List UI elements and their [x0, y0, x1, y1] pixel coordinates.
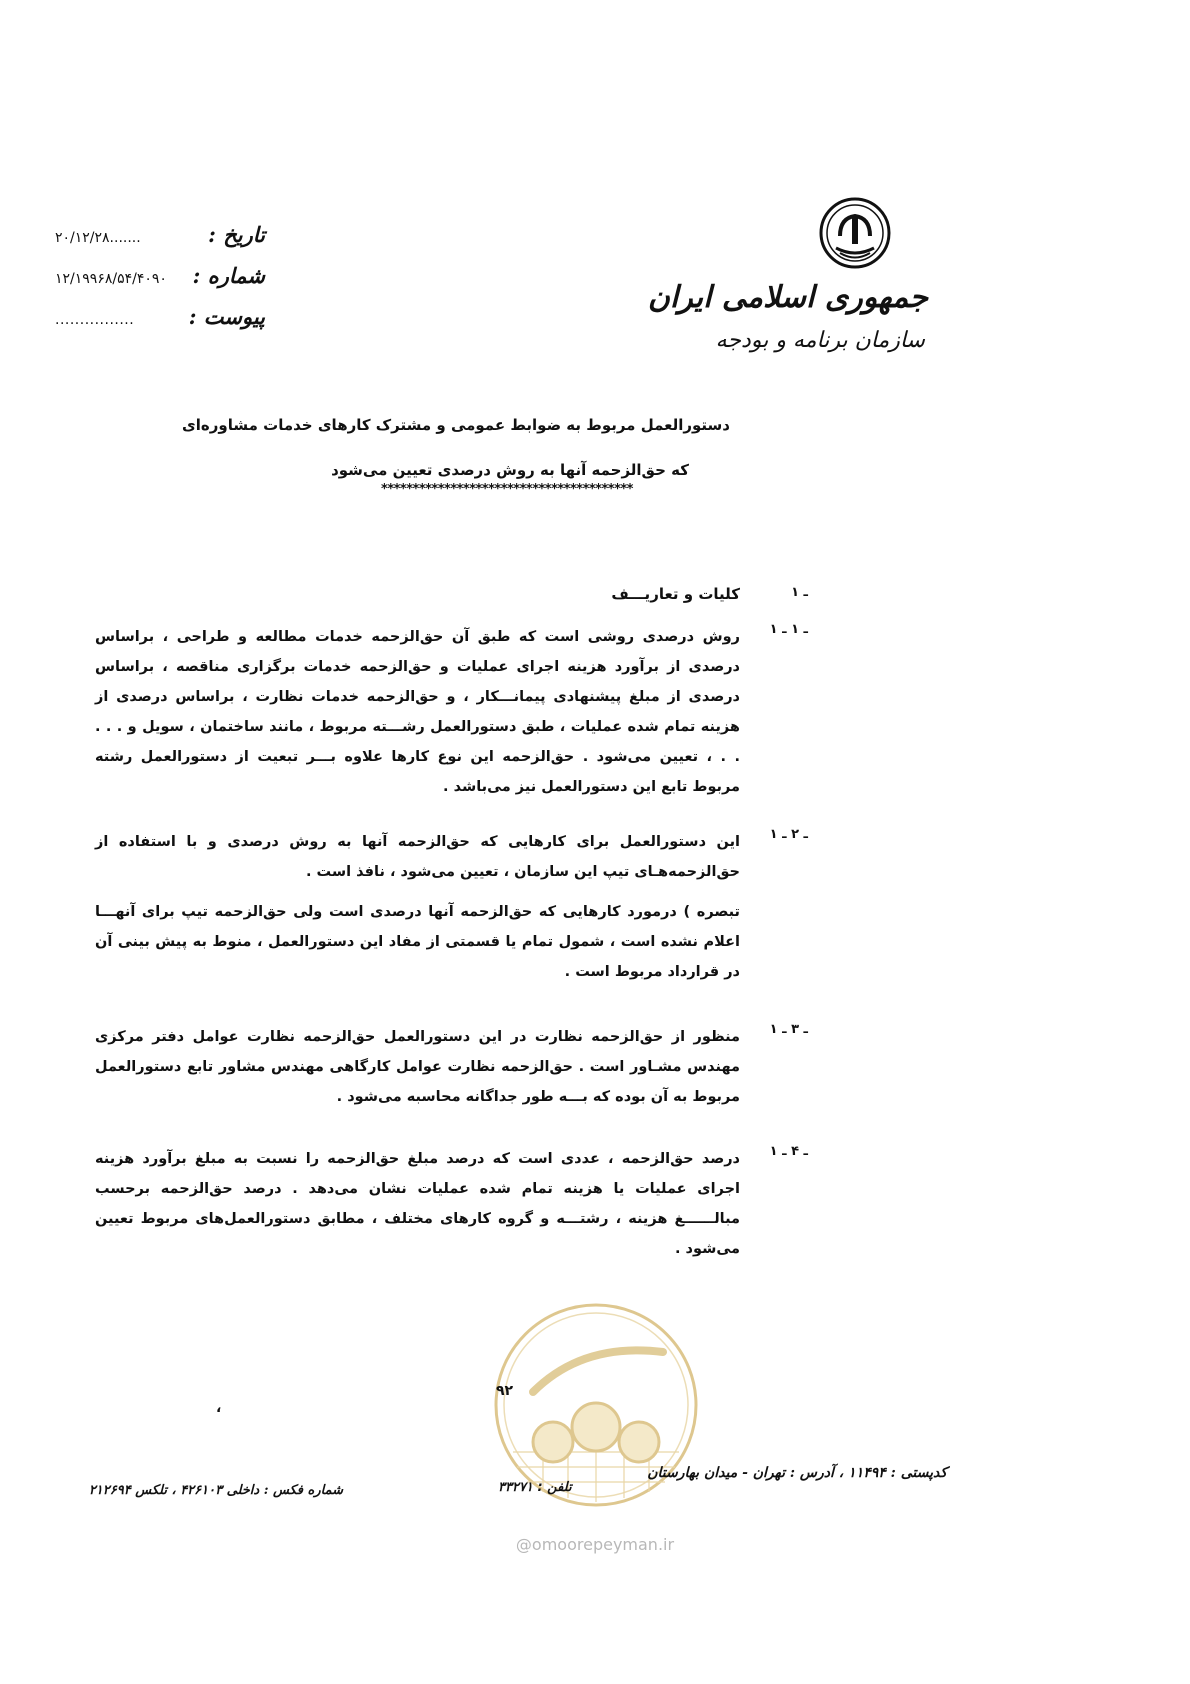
paragraph-text: منظور از حق‌الزحمه نظارت در این دستورالعمل حق‌الزحمه نظارت عوامل دفتر مرکزی مهندس مشـاور است . حق‌الزحمه نظارت عوامل کارگاهی مهندس مشاور تابع دستورالعمل مربوط به آن بوده که بـــه طور جداگانه محاسبه می‌شود . [95, 1029, 740, 1105]
paragraph-text: روش درصدی روشی است که طبق آن حق‌الزحمه خدمات مطالعه و طراحی ، براساس درصدی از برآورد هزینه اجرای عملیات و حق‌الزحمه خدمات برگزاری مناقصه ، براساس درصدی از مبلغ پیشنهادی پیمانـــکار ، و حق‌الزحمه خدمات نظارت ، براساس درصدی از هزینه تمام شده عملیات ، طبق دستورالعمل رشـــته مربوط ، مانند ساختمان ، سویل و . . . . . ، تعیین می‌شود . حق‌الزحمه این نوع کارها علاوه بـــر تبعیت از دستورالعمل رشته مربوط تابع این دستورالعمل نیز می‌باشد . [95, 629, 740, 795]
document-title-line-2: که حق‌الزحمه آنها به روش درصدی تعیین می‌شود [331, 461, 689, 479]
attachment-value: ................ [55, 312, 135, 328]
date-label: تاریخ : [208, 222, 265, 247]
section-heading: کلیات و تعاریـــف [611, 585, 740, 603]
note-text: درمورد کارهایی که حق‌الزحمه آنها درصدی است ولی حق‌الزحمه تیپ برای آنهـــا اعلام نشده است ، شمول تمام یا قسمتی از مفاد این دستورالعمل ، منوط به پیش بینی آن در قرارداد مربوط است . [95, 904, 740, 980]
watermark-site: @omoorepeyman.ir [515, 1535, 675, 1554]
paragraph-number: ۱ ـ ۱ ـ [769, 622, 808, 637]
number-value: ۱۲/۱۹۹۶۸/۵۴/۴۰۹۰ [55, 271, 167, 287]
number-label: شماره : [192, 263, 265, 288]
paragraph-number: ۱ ـ ۳ ـ [769, 1022, 808, 1037]
attachment-label: پیوست : [188, 304, 265, 329]
number-row [55, 263, 265, 288]
date-value: ۲۰/۱۲/۲۸....... [55, 230, 141, 246]
footer-phone: تلفن : ۳۳۲۷۱ [498, 1480, 572, 1495]
brand-line-country: جمهوری اسلامی ایران [647, 280, 928, 315]
side-mark: ، [216, 1400, 222, 1416]
iran-emblem-icon [818, 196, 892, 270]
paragraph-number: ۱ ـ ۲ ـ [769, 827, 808, 842]
document-title-line-1: دستورالعمل مربوط به ضوابط عمومی و مشترک کارهای خدمات مشاوره‌ای [182, 416, 730, 434]
footer-postal-address: کدپستی : ۱۱۴۹۴ ، آدرس : تهران - میدان بهارستان [647, 1465, 947, 1481]
brand-line-organization: سازمان برنامه و بودجه [715, 328, 925, 353]
paragraph-text: این دستورالعمل برای کارهایی که حق‌الزحمه آنها به روش درصدی و با استفاده از حق‌الزحمه‌هـای تیپ این سازمان ، تعیین می‌شود ، نافذ است . [95, 834, 740, 880]
note-paragraph [95, 897, 740, 987]
attachment-row [55, 304, 265, 329]
page-number: ۹۲ [496, 1383, 514, 1399]
paragraph-number: ۱ ـ ۴ ـ [769, 1144, 808, 1159]
paragraph-text: درصد حق‌الزحمه ، عددی است که درصد مبلغ حق‌الزحمه را نسبت به مبلغ برآورد هزینه اجرای عملیات یا هزینه تمام شده عملیات نشان می‌دهد . درصد حق‌الزحمه برحسب مبالــــــغ هزینه ، رشتـــه و گروه کارهای مختلف ، مطابق دستورالعمل‌های مربوط تعیین می‌شود . [95, 1151, 740, 1257]
note-label: تبصره ) [683, 904, 740, 920]
footer-fax-telex: شماره فکس : داخلی ۴۲۶۱۰۳ ، تلکس ۲۱۲۶۹۴ [88, 1483, 343, 1498]
date-row [55, 222, 265, 247]
title-separator: **************************************** [381, 482, 633, 497]
section-number: ۱ ـ [791, 585, 808, 600]
